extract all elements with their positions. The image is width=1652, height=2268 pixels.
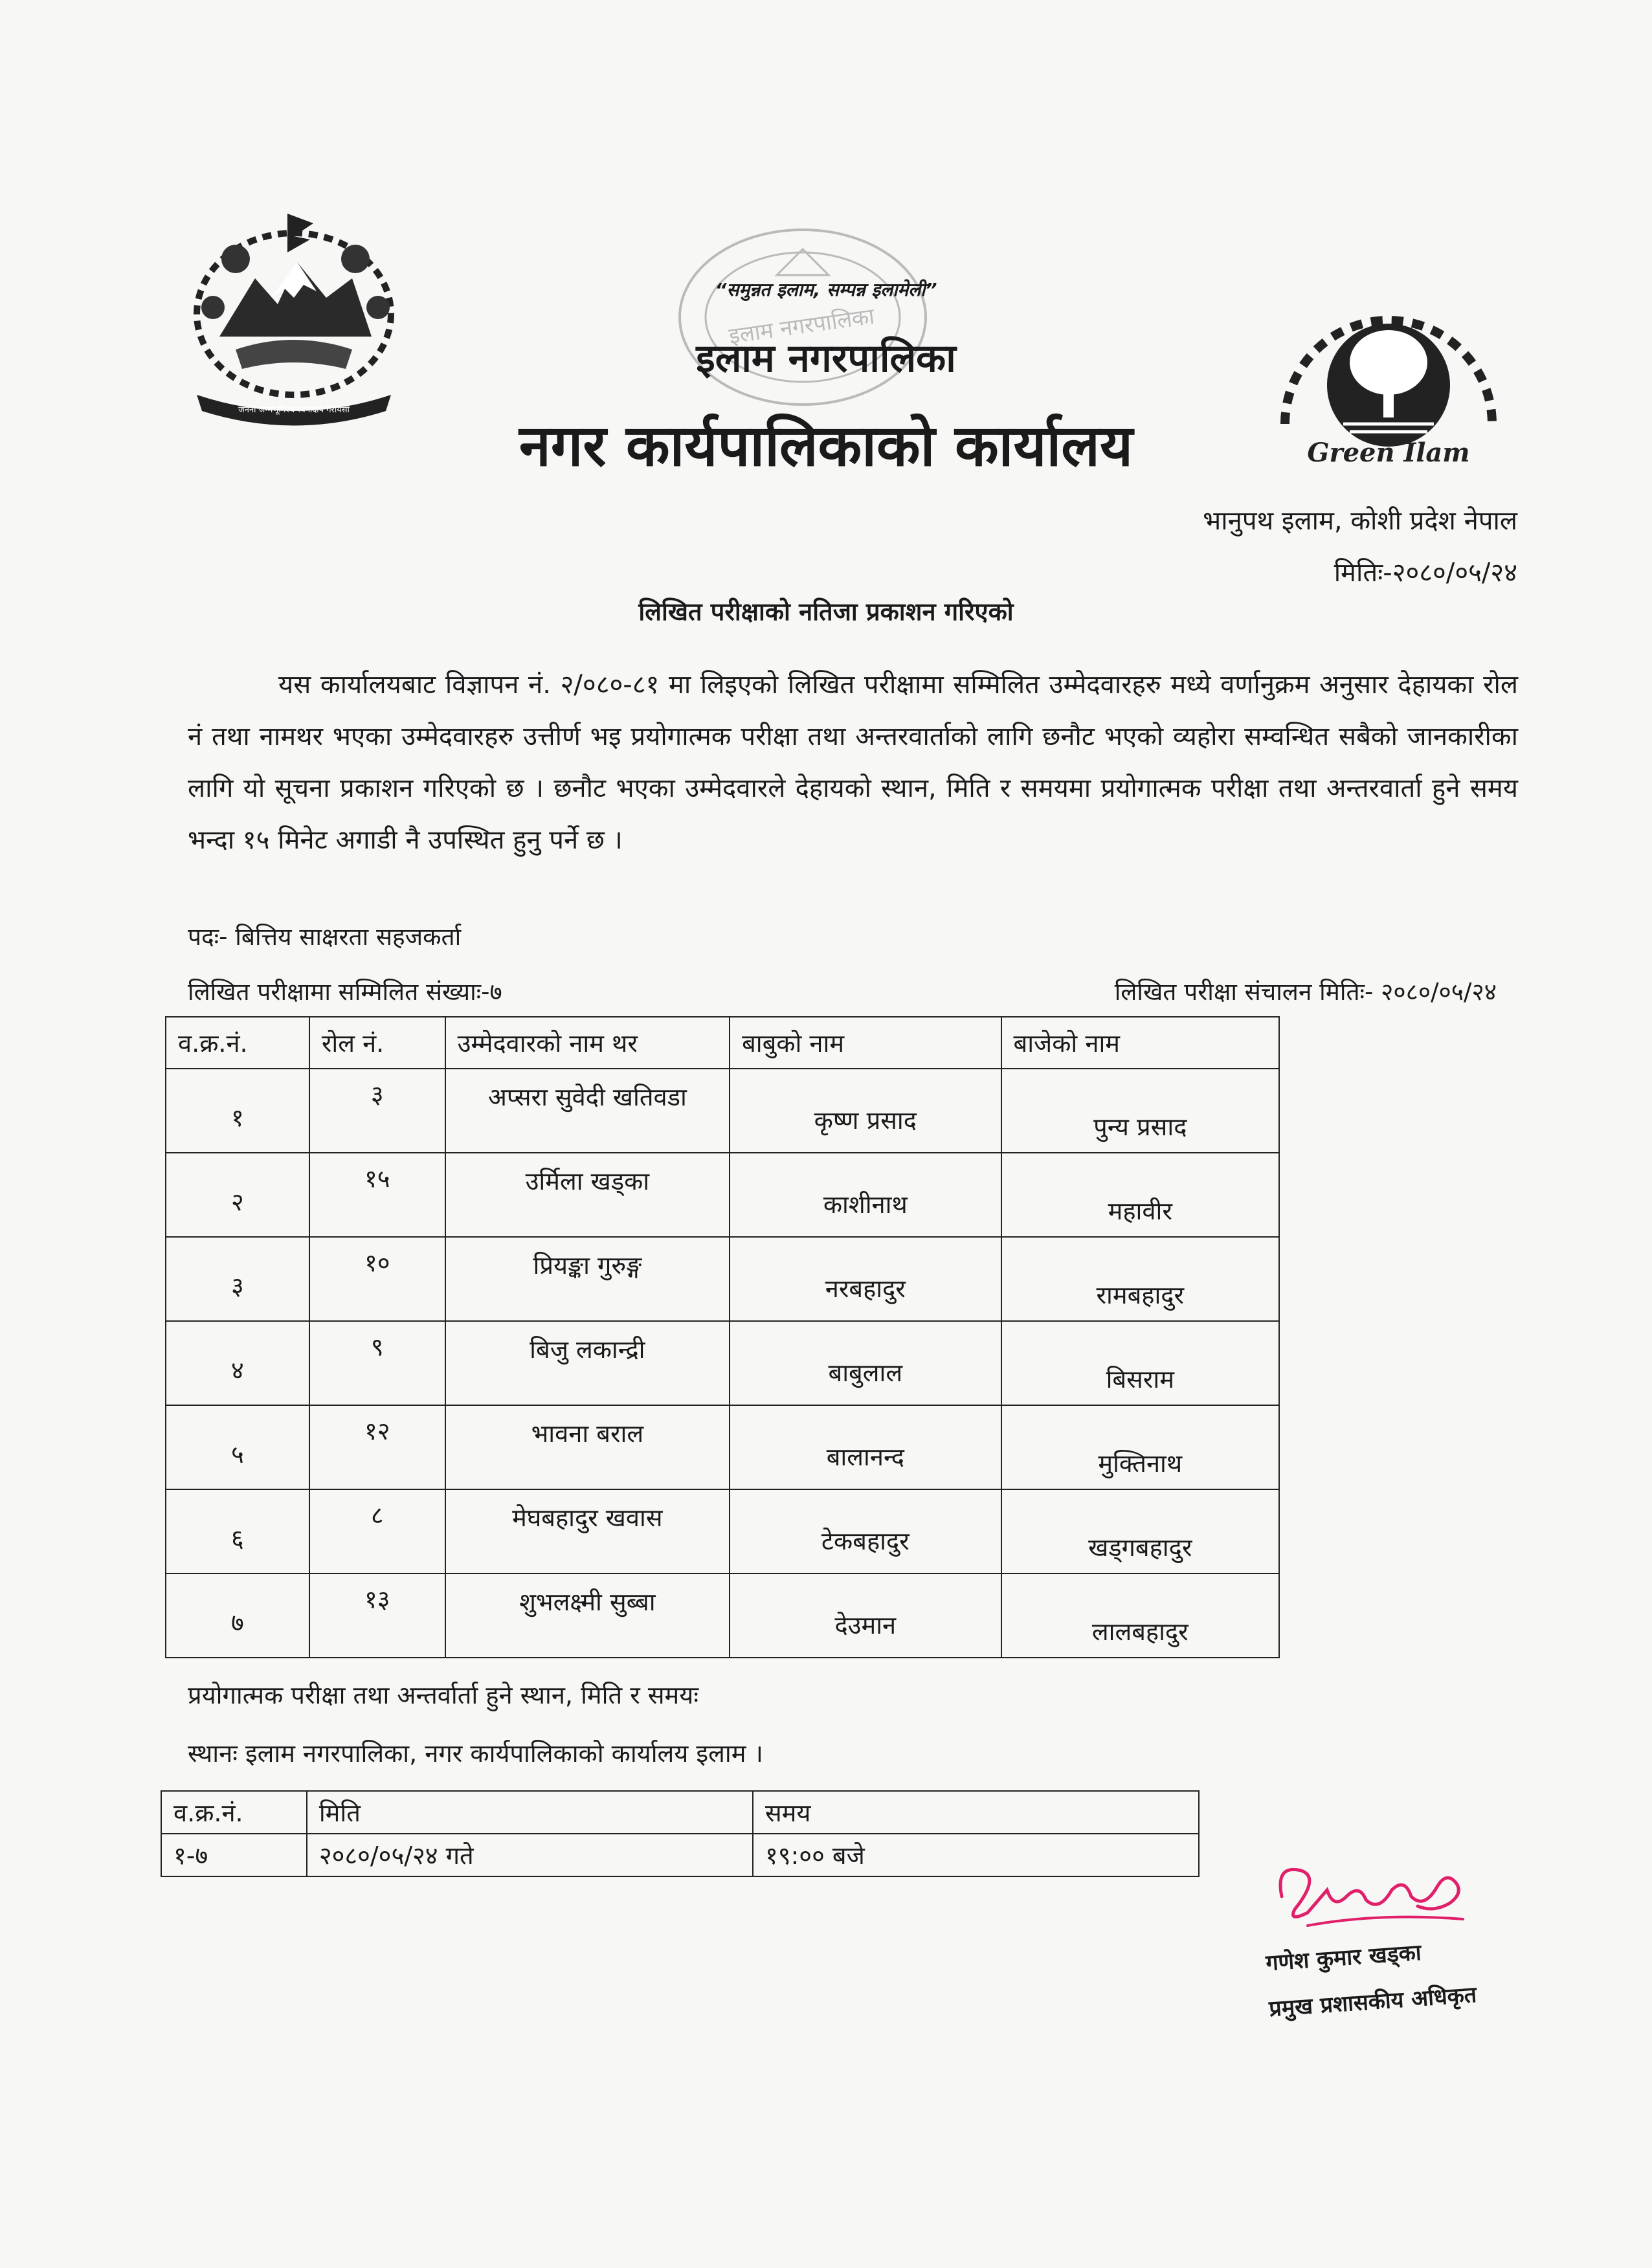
participant-count: लिखित परीक्षामा सम्मिलित संख्याः-७ [188,978,502,1006]
father-name-cell: बालानन्द [826,1443,904,1471]
venue-place: स्थानः इलाम नगरपालिका, नगर कार्यपालिकाको कार्यालय इलाम । [188,1739,763,1768]
grandfather-name-cell: लालबहादुर [1091,1618,1189,1646]
office-address: भानुपथ इलाम, कोशी प्रदेश नेपाल [1203,506,1517,536]
signatory-name: गणेश कुमार खड्का [1265,1939,1422,1977]
signature [1269,1851,1482,1942]
candidate-name-cell: शुभलक्ष्मी सुब्बा [519,1588,656,1616]
father-name-cell: काशीनाथ [823,1190,908,1219]
schedule-date-cell: २०८०/०५/२४ गते [307,1834,753,1876]
notice-body: यस कार्यालयबाट विज्ञापन नं. २/०८०-८१ मा लिइएको लिखित परीक्षामा सम्मिलित उम्मेदवारहरु मध्ये वर्णानुक्रम अनुसार देहायका रोल नं तथा नामथर भएका उम्मेदवारहरु उत्तीर्ण भइ प्रयोगात्मक परीक्षा तथा अन्तरवार्ताको लागि छनौट भएको व्यहोरा सम्वन्धित सबैको जानकारीका लागि यो सूचना प्रकाशन गरिएको छ । छनौट भएका उम्मेदवारले देहायको स्थान, मिति र समयमा प्रयोगात्मक परीक्षा तथा अन्तरवार्ता हुने समय भन्दा १५ मिनेट अगाडी नै उपस्थित हुनु पर्ने छ । [188,670,1518,855]
father-name-cell: नरबहादुर [825,1274,906,1303]
grandfather-name-cell: रामबहादुर [1096,1281,1185,1309]
grandfather-name-cell: खड्गबहादुर [1088,1533,1192,1562]
table-row [166,1573,1279,1658]
municipality-name: इलाम नगरपालिका [696,336,956,381]
father-name-cell: देउमान [834,1611,897,1640]
schedule-table [161,1790,1200,1877]
candidate-name-cell: भावना बराल [531,1419,644,1448]
grandfather-name-cell: मुक्तिनाथ [1098,1449,1183,1478]
serial-cell: ७ [231,1608,244,1637]
schedule-serial-cell: १-७ [161,1834,307,1876]
candidate-name-cell: मेघबहादुर खवास [512,1504,663,1532]
serial-cell: ४ [231,1356,244,1384]
post-title: पदः- बित्तिय साक्षरता सहजकर्ता [188,923,462,951]
emblem-ribbon-text: जननी जन्मभूमिश्च स्वर्गादपि गरीयसी [238,405,350,415]
notice-subject: लिखित परीक्षाको नतिजा प्रकाशन गरिएको [638,597,1014,626]
serial-cell: ३ [231,1272,244,1300]
results-table [165,1016,1280,1658]
grandfather-name-cell: महावीर [1108,1197,1172,1225]
roll-cell: ८ [370,1501,384,1529]
father-name-cell: कृष्ण प्रसाद [814,1106,917,1135]
header-candidate-name: उम्मेदवारको नाम थर [445,1017,730,1069]
serial-cell: १ [231,1104,244,1132]
roll-cell: १० [364,1249,390,1277]
header-roll: रोल नं. [309,1017,445,1069]
roll-cell: ९ [370,1333,384,1361]
roll-cell: १५ [364,1164,390,1193]
header-serial: व.क्र.नं. [166,1017,309,1069]
table-row [166,1237,1279,1321]
header-father-name: बाबुको नाम [730,1017,1001,1069]
schedule-header-date: मिति [307,1791,753,1834]
table-row [166,1489,1279,1573]
venue-heading: प्रयोगात्मक परीक्षा तथा अन्तर्वार्ता हुने स्थान, मिति र समयः [188,1681,698,1709]
candidate-name-cell: उर्मिला खड्का [525,1167,650,1195]
table-row [166,1069,1279,1153]
father-name-cell: बाबुलाल [828,1359,903,1387]
schedule-header-row [161,1791,1199,1834]
schedule-header-time: समय [753,1791,1199,1834]
table-row [166,1405,1279,1489]
serial-cell: ६ [231,1524,244,1553]
grandfather-name-cell: पुन्य प्रसाद [1093,1113,1187,1141]
serial-cell: २ [231,1188,244,1216]
father-name-cell: टेकबहादुर [821,1527,910,1555]
schedule-row [161,1834,1199,1876]
written-exam-date: लिखित परीक्षा संचालन मितिः- २०८०/०५/२४ [1114,978,1497,1006]
schedule-header-serial: व.क्र.नं. [161,1791,307,1834]
candidate-name-cell: बिजु लकान्द्री [530,1335,645,1364]
government-emblem-logo [158,201,430,434]
header-grandfather-name: बाजेको नाम [1001,1017,1279,1069]
table-row [166,1321,1279,1405]
stamp-text: इलाम नगरपालिका [727,303,876,350]
results-header-row [166,1017,1279,1069]
notice-date: मितिः-२०८०/०५/२४ [1334,558,1517,588]
roll-cell: ३ [370,1080,384,1109]
schedule-time-cell: १९:०० बजे [753,1834,1199,1876]
candidate-name-cell: प्रियङ्का गुरुङ्ग [533,1251,642,1280]
roll-cell: १२ [364,1417,390,1445]
municipal-motto: “समुन्नत इलाम, सम्पन्न इलामेली” [715,279,937,300]
grandfather-name-cell: बिसराम [1106,1365,1174,1394]
green-ilam-text: Green Ilam [1307,438,1470,468]
table-row [166,1153,1279,1237]
serial-cell: ५ [231,1440,244,1469]
candidate-name-cell: अप्सरा सुवेदी खतिवडा [487,1083,687,1111]
office-name: नगर कार्यपालिकाको कार्यालय [519,412,1133,479]
signatory-title: प्रमुख प्रशासकीय अधिकृत [1268,1981,1478,2023]
roll-cell: १३ [364,1585,390,1614]
